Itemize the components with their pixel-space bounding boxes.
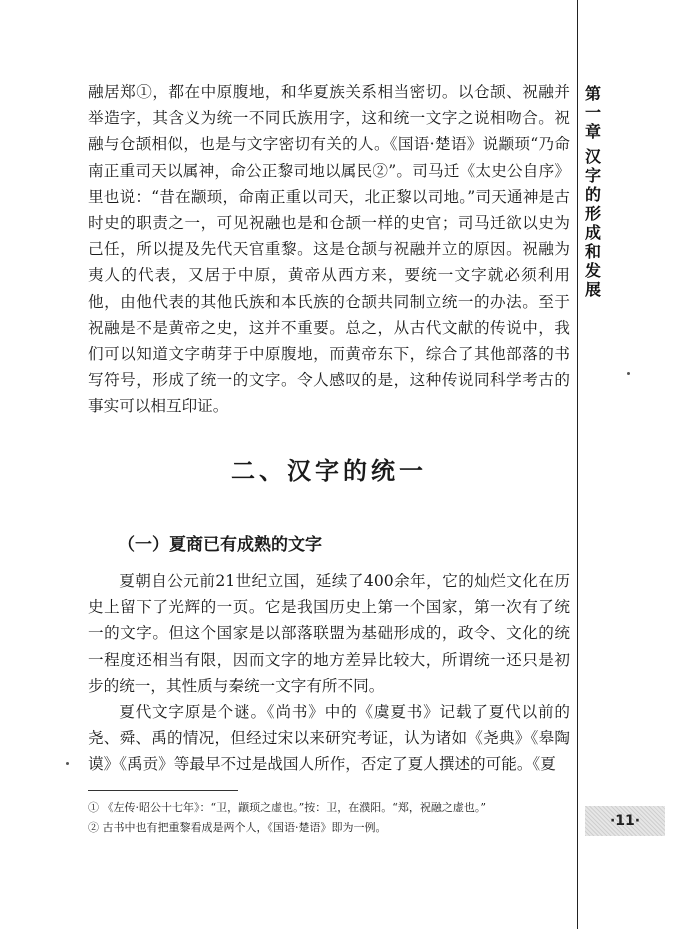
sub-heading: （一）夏商已有成熟的文字 — [118, 534, 322, 555]
speck-mark — [627, 372, 630, 375]
chapter-title: 汉字的形成和发展 — [584, 147, 601, 299]
footnote-1: ① 《左传·昭公十七年》：“卫，颛顼之虚也。”按：卫，在濮阳。“郑，祝融之虚也。” — [88, 801, 486, 814]
paragraph-continued: 融居郑①，都在中原腹地，和华夏族关系相当密切。以仓颉、祝融并举造字，其含义为统一不同氏族用字，这和统一文字之说相吻合。祝融与仓颉相似，也是与文字密切有关的人。《国语·楚语》说颛顼“乃命南正重司天以属神，命公正黎司地以属民②”。司马迁《太史公自序》里也说：“昔在颛顼，命南正重以司天，北正黎以司地。”司天通神是古时史的职责之一，可见祝融也是和仓颉一样的史官；司马迁欲以史为己任，所以提及先代天官重黎。这是仓颉与祝融并立的原因。祝融为夷人的代表，又居于中原，黄帝从西方来，要统一文字就必须利用他，由他代表的其他氏族和本氏族的仓颉共同制立统一的办法。至于祝融是不是黄帝之史，这并不重要。总之，从古代文献的传说中，我们可以知道文字萌芽于中原腹地，而黄帝东下，综合了其他部落的书写符号，形成了统一的文字。令人感叹的是，这种传说同科学考古的事实可以相互印证。 — [88, 83, 570, 416]
footnote-rule — [88, 790, 238, 791]
margin-divider-line — [577, 0, 578, 929]
page-number: ·11· — [585, 806, 665, 836]
page-body — [88, 79, 570, 778]
footnote-2: ② 古书中也有把重黎看成是两个人，《国语·楚语》即为一例。 — [88, 821, 387, 834]
section-heading: 二、汉字的统一 — [231, 456, 427, 485]
footnotes — [88, 798, 568, 838]
speck-mark — [66, 762, 69, 765]
chapter-side-title — [582, 84, 604, 299]
paragraph: 夏代文字原是个谜。《尚书》中的《虞夏书》记载了夏代以前的尧、舜、禹的情况，但经过宋以来研究考证，认为诸如《尧典》《皋陶谟》《禹贡》等最早不过是战国人所作，否定了夏人撰述的可能。《夏 — [88, 703, 570, 774]
chapter-number: 第一章 — [584, 84, 601, 141]
paragraph: 夏朝自公元前21世纪立国，延续了400余年，它的灿烂文化在历史上留下了光辉的一页。它是我国历史上第一个国家，第一次有了统一的文字。但这个国家是以部落联盟为基础形成的，政令、文化的统一程度还相当有限，因而文字的地方差异比较大，所谓统一还只是初步的统一，其性质与秦统一文字有所不同。 — [88, 572, 570, 695]
